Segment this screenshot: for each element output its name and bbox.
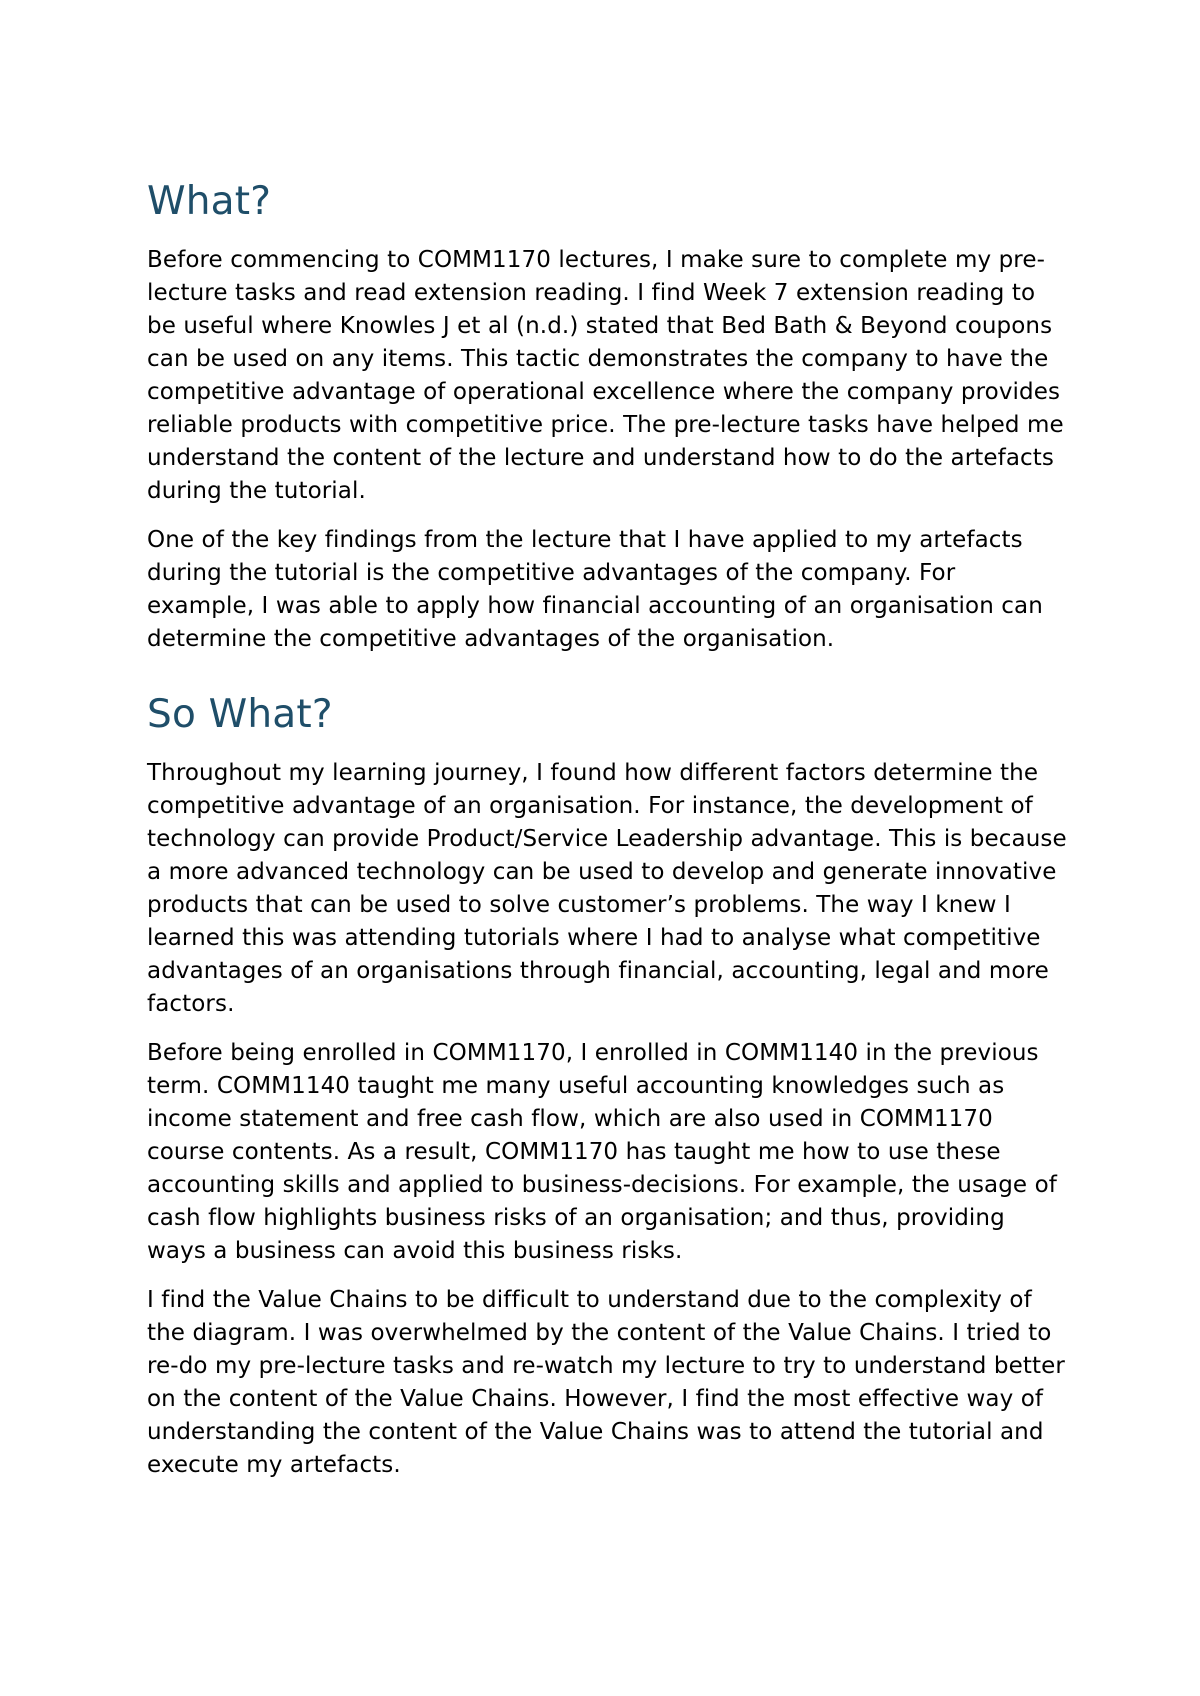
section-heading: So What? — [147, 692, 333, 737]
paragraph: Before being enrolled in COMM1170, I enrolled in COMM1140 in the previous term. COMM1140 taught me many useful accounting knowledges such as income statement and free cash flow, which are also used in COMM1170 course contents. As a result, COMM1170 has taught me how to use these accounting skills and applied to business-decisions. For example, the usage of cash flow highlights business risks of an organisation; and thus, providing ways a business can avoid this business risks. — [147, 1040, 1057, 1264]
paragraph: One of the key findings from the lecture that I have applied to my artefacts during the tutorial is the competitive advantages of the company. For example, I was able to apply how financial accounting of an organisation can determine the competitive advantages of the organisation. — [147, 527, 1043, 652]
document-body — [147, 178, 1067, 1498]
paragraph: I find the Value Chains to be difficult to understand due to the complexity of the diagram. I was overwhelmed by the content of the Value Chains. I tried to re-do my pre-lecture tasks and re-watch my lecture to try to understand better on the content of the Value Chains. However, I find the most effective way of understanding the content of the Value Chains was to attend the tutorial and execute my artefacts. — [147, 1287, 1065, 1478]
section-so-what — [147, 691, 1067, 1482]
section-heading: What? — [147, 179, 272, 224]
paragraph: Throughout my learning journey, I found how different factors determine the competitive advantage of an organisation. For instance, the development of technology can provide Product/Service Leadership advantage. This is because a more advanced technology can be used to develop and generate innovative products that can be used to solve customer’s problems. The way I knew I learned this was attending tutorials where I had to analyse what competitive advantages of an organisations through financial, accounting, legal and more factors. — [147, 760, 1067, 1017]
paragraph: Before commencing to COMM1170 lectures, I make sure to complete my pre-lecture tasks and read extension reading. I find Week 7 extension reading to be useful where Knowles J et al (n.d.) stated that Bed Bath & Beyond coupons can be used on any items. This tactic demonstrates the company to have the competitive advantage of operational excellence where the company provides reliable products with competitive price. The pre-lecture tasks have helped me understand the content of the lecture and understand how to do the artefacts during the tutorial. — [147, 247, 1064, 504]
section-what — [147, 178, 1067, 656]
